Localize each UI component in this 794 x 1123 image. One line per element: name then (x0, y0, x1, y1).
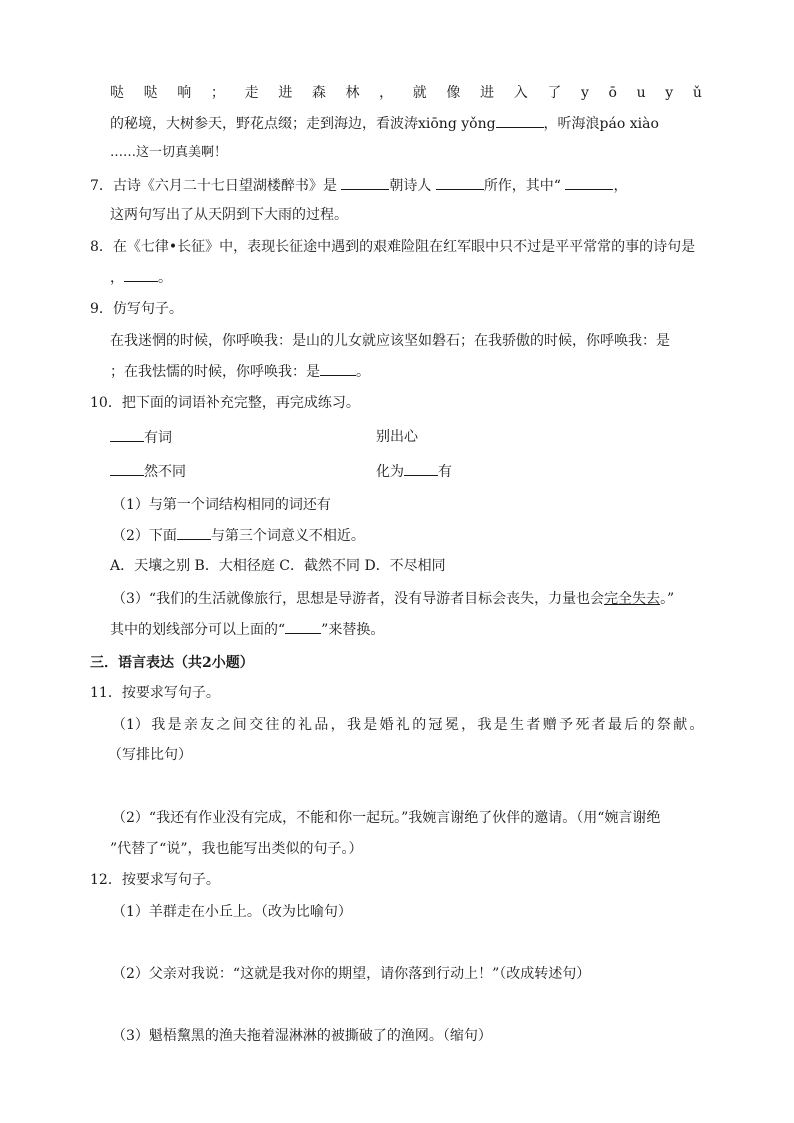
q11-s1-char: 亲 (183, 717, 198, 733)
q10-word2 (376, 427, 418, 447)
q11-s1-char: 献 (673, 717, 688, 733)
q8-line1: 8．在《七律•长征》中，表现长征途中遇到的艰难险阻在红军眼中只不过是平平常常的事的诗句是 (90, 239, 696, 255)
q12-s3: （3）魁梧黧黑的渔夫拖着湿淋淋的被撕破了的渔网。（缩句） (112, 1028, 492, 1044)
q11-s1-char: 是 (493, 717, 508, 733)
q11-s1-char: 予 (559, 717, 574, 733)
q8-text-b: 。 (158, 270, 172, 286)
q11-s1-char: 的 (412, 717, 427, 733)
q6-char: 响 (177, 85, 192, 101)
underlined-phrase: 完全失去 (604, 591, 661, 607)
answer-blank[interactable] (436, 175, 484, 190)
q11-s1-char: ， (330, 717, 345, 733)
q11-s1-char: 往 (265, 717, 280, 733)
q8-text-a: ， (110, 270, 124, 286)
q6-char: ； (210, 85, 225, 101)
q6-char: ō (608, 85, 617, 101)
q6-line1 (110, 83, 702, 103)
section-3-title: 三．语言表达（共2小题） (90, 655, 254, 671)
q11-s1-char: 后 (624, 717, 639, 733)
q11-s1-char: 死 (575, 717, 590, 733)
q11-s1-char: 交 (249, 717, 264, 733)
word-text: 别出心 (376, 429, 418, 445)
q6-char: y (580, 85, 589, 101)
q11-s1-char: 的 (281, 717, 296, 733)
q6-line2 (110, 113, 659, 134)
q10-word3 (110, 461, 186, 482)
q8-line2 (110, 267, 172, 288)
answer-blank[interactable] (110, 461, 144, 476)
q11-s1-char: 之 (216, 717, 231, 733)
q11-s2-line2: ”代替了“说”，我也能写出类似的句子。） (110, 841, 363, 857)
answer-blank[interactable] (285, 619, 321, 634)
part2-text-b: 与第三个词意义不相近。 (210, 528, 365, 544)
q10-part3 (112, 589, 674, 609)
q11-s1-char: 。 (689, 717, 704, 733)
answer-blank[interactable] (341, 175, 389, 190)
answer-blank[interactable] (110, 427, 144, 442)
q11-s2-line1: （2）“我还有作业没有完成，不能和你一起玩。”我婉言谢绝了伙伴的邀请。（用“婉言谢绝 (112, 810, 661, 826)
q6-char: 哒 (143, 85, 158, 101)
q9-line1: 在我迷惘的时候，你呼唤我：是山的儿女就应该坚如磐石；在我骄傲的时候，你呼唤我：是 (110, 333, 670, 349)
q6-char: 进 (480, 85, 495, 101)
q6-char: ， (379, 85, 394, 101)
answer-blank[interactable] (124, 267, 158, 282)
q11-s1-char: 我 (346, 717, 361, 733)
q9-text-b: 。 (356, 364, 370, 380)
q9-title: 9．仿写句子。 (90, 301, 183, 317)
q6-char: 进 (278, 85, 293, 101)
q7-line2: 这两句写出了从天阴到下大雨的过程。 (110, 207, 348, 223)
q6-char: y (665, 85, 674, 101)
q11-s1-char: 品 (314, 717, 329, 733)
q7-line1 (90, 175, 627, 196)
q11-s1-char: 者 (526, 717, 541, 733)
word-text: 有词 (144, 430, 172, 446)
q6-char: 像 (446, 85, 461, 101)
q11-s1-char: 最 (607, 717, 622, 733)
q11-s1-char: 是 (167, 717, 182, 733)
q11-s1-char: （1） (112, 717, 149, 733)
q6-line2-text-b: ，听海浪páo xiào (543, 116, 659, 132)
answer-blank[interactable] (496, 113, 544, 128)
q6-char: 走 (244, 85, 259, 101)
q10-part2 (112, 525, 365, 546)
q10-word4 (376, 461, 452, 482)
q6-char: u (636, 85, 646, 101)
q10-part3-line2 (110, 619, 384, 640)
word-text-a: 化为 (376, 464, 404, 480)
word-text: 然不同 (144, 464, 186, 480)
word-text-b: 有 (438, 464, 452, 480)
q11-s1-char: 我 (477, 717, 492, 733)
q6-char: 就 (412, 85, 427, 101)
q6-char: 哒 (110, 85, 124, 101)
answer-blank[interactable] (565, 175, 613, 190)
q7-text-d: ， (613, 178, 628, 194)
q6-char: 森 (311, 85, 326, 101)
q7-text-c: 所作，其中“ (483, 178, 561, 194)
q11-s1-char: 我 (151, 717, 166, 733)
q11-s1-char: 赠 (542, 717, 557, 733)
q11-s1-char: 祭 (656, 717, 671, 733)
q10-part1: （1）与第一个词结构相同的词还有 (112, 497, 331, 513)
q6-line3: ……这一切真美啊！ (110, 145, 228, 160)
q6-char: 入 (513, 85, 528, 101)
q9-line2 (110, 361, 370, 382)
part3-text-a: （3）“我们的生活就像旅行，思想是导游者，没有导游者目标会丧失，力量也会 (112, 591, 605, 607)
q11-s1-char: 生 (510, 717, 525, 733)
q9-text-a: ；在我怯懦的时候，你呼唤我：是 (110, 364, 320, 380)
q11-s1-char: 间 (232, 717, 247, 733)
q11-s1-char: 是 (363, 717, 378, 733)
q11-s1-char: 友 (200, 717, 215, 733)
q11-s1-note: （写排比句） (108, 747, 192, 763)
q11-s1-char: 的 (640, 717, 655, 733)
q11-s1-char: 礼 (298, 717, 313, 733)
q10-word1 (110, 427, 172, 448)
q10-options: A．天壤之别 B．大相径庭 C．截然不同 D．不尽相同 (110, 558, 446, 574)
part2-text-a: （2）下面 (112, 528, 177, 544)
q11-s1 (112, 715, 704, 735)
q6-line2-text-a: 的秘境，大树参天，野花点缀；走到海边，看波涛xiōng yǒng (110, 116, 496, 132)
answer-blank[interactable] (177, 525, 211, 540)
q11-s1-char: 冕 (444, 717, 459, 733)
q11-s1-char: 婚 (379, 717, 394, 733)
q12-s1: （1）羊群走在小丘上。（改为比喻句） (112, 904, 352, 920)
q11-title: 11．按要求写句子。 (90, 685, 220, 701)
q6-char: 林 (345, 85, 360, 101)
q11-s1-char: ， (461, 717, 476, 733)
q7-text-b: 朝诗人 (389, 178, 432, 194)
answer-blank[interactable] (404, 461, 438, 476)
part3-line2-text-b: ”来替换。 (321, 622, 385, 638)
part3-text-b: 。” (660, 591, 675, 607)
q11-s1-char: 礼 (395, 717, 410, 733)
part3-line2-text-a: 其中的划线部分可以上面的“ (110, 622, 286, 638)
answer-blank[interactable] (320, 361, 356, 376)
q12-s2: （2）父亲对我说：“这就是我对你的期望，请你落到行动上！”（改成转述句） (112, 966, 591, 982)
q7-text-a: 7．古诗《六月二十七日望湖楼醉书》是 (90, 178, 337, 194)
q11-s1-char: 者 (591, 717, 606, 733)
q11-s1-char: 冠 (428, 717, 443, 733)
q10-title: 10．把下面的词语补充完整，再完成练习。 (90, 395, 360, 411)
q6-char: 了 (547, 85, 562, 101)
q12-title: 12．按要求写句子。 (90, 872, 220, 888)
q6-char: ǔ (692, 85, 702, 101)
